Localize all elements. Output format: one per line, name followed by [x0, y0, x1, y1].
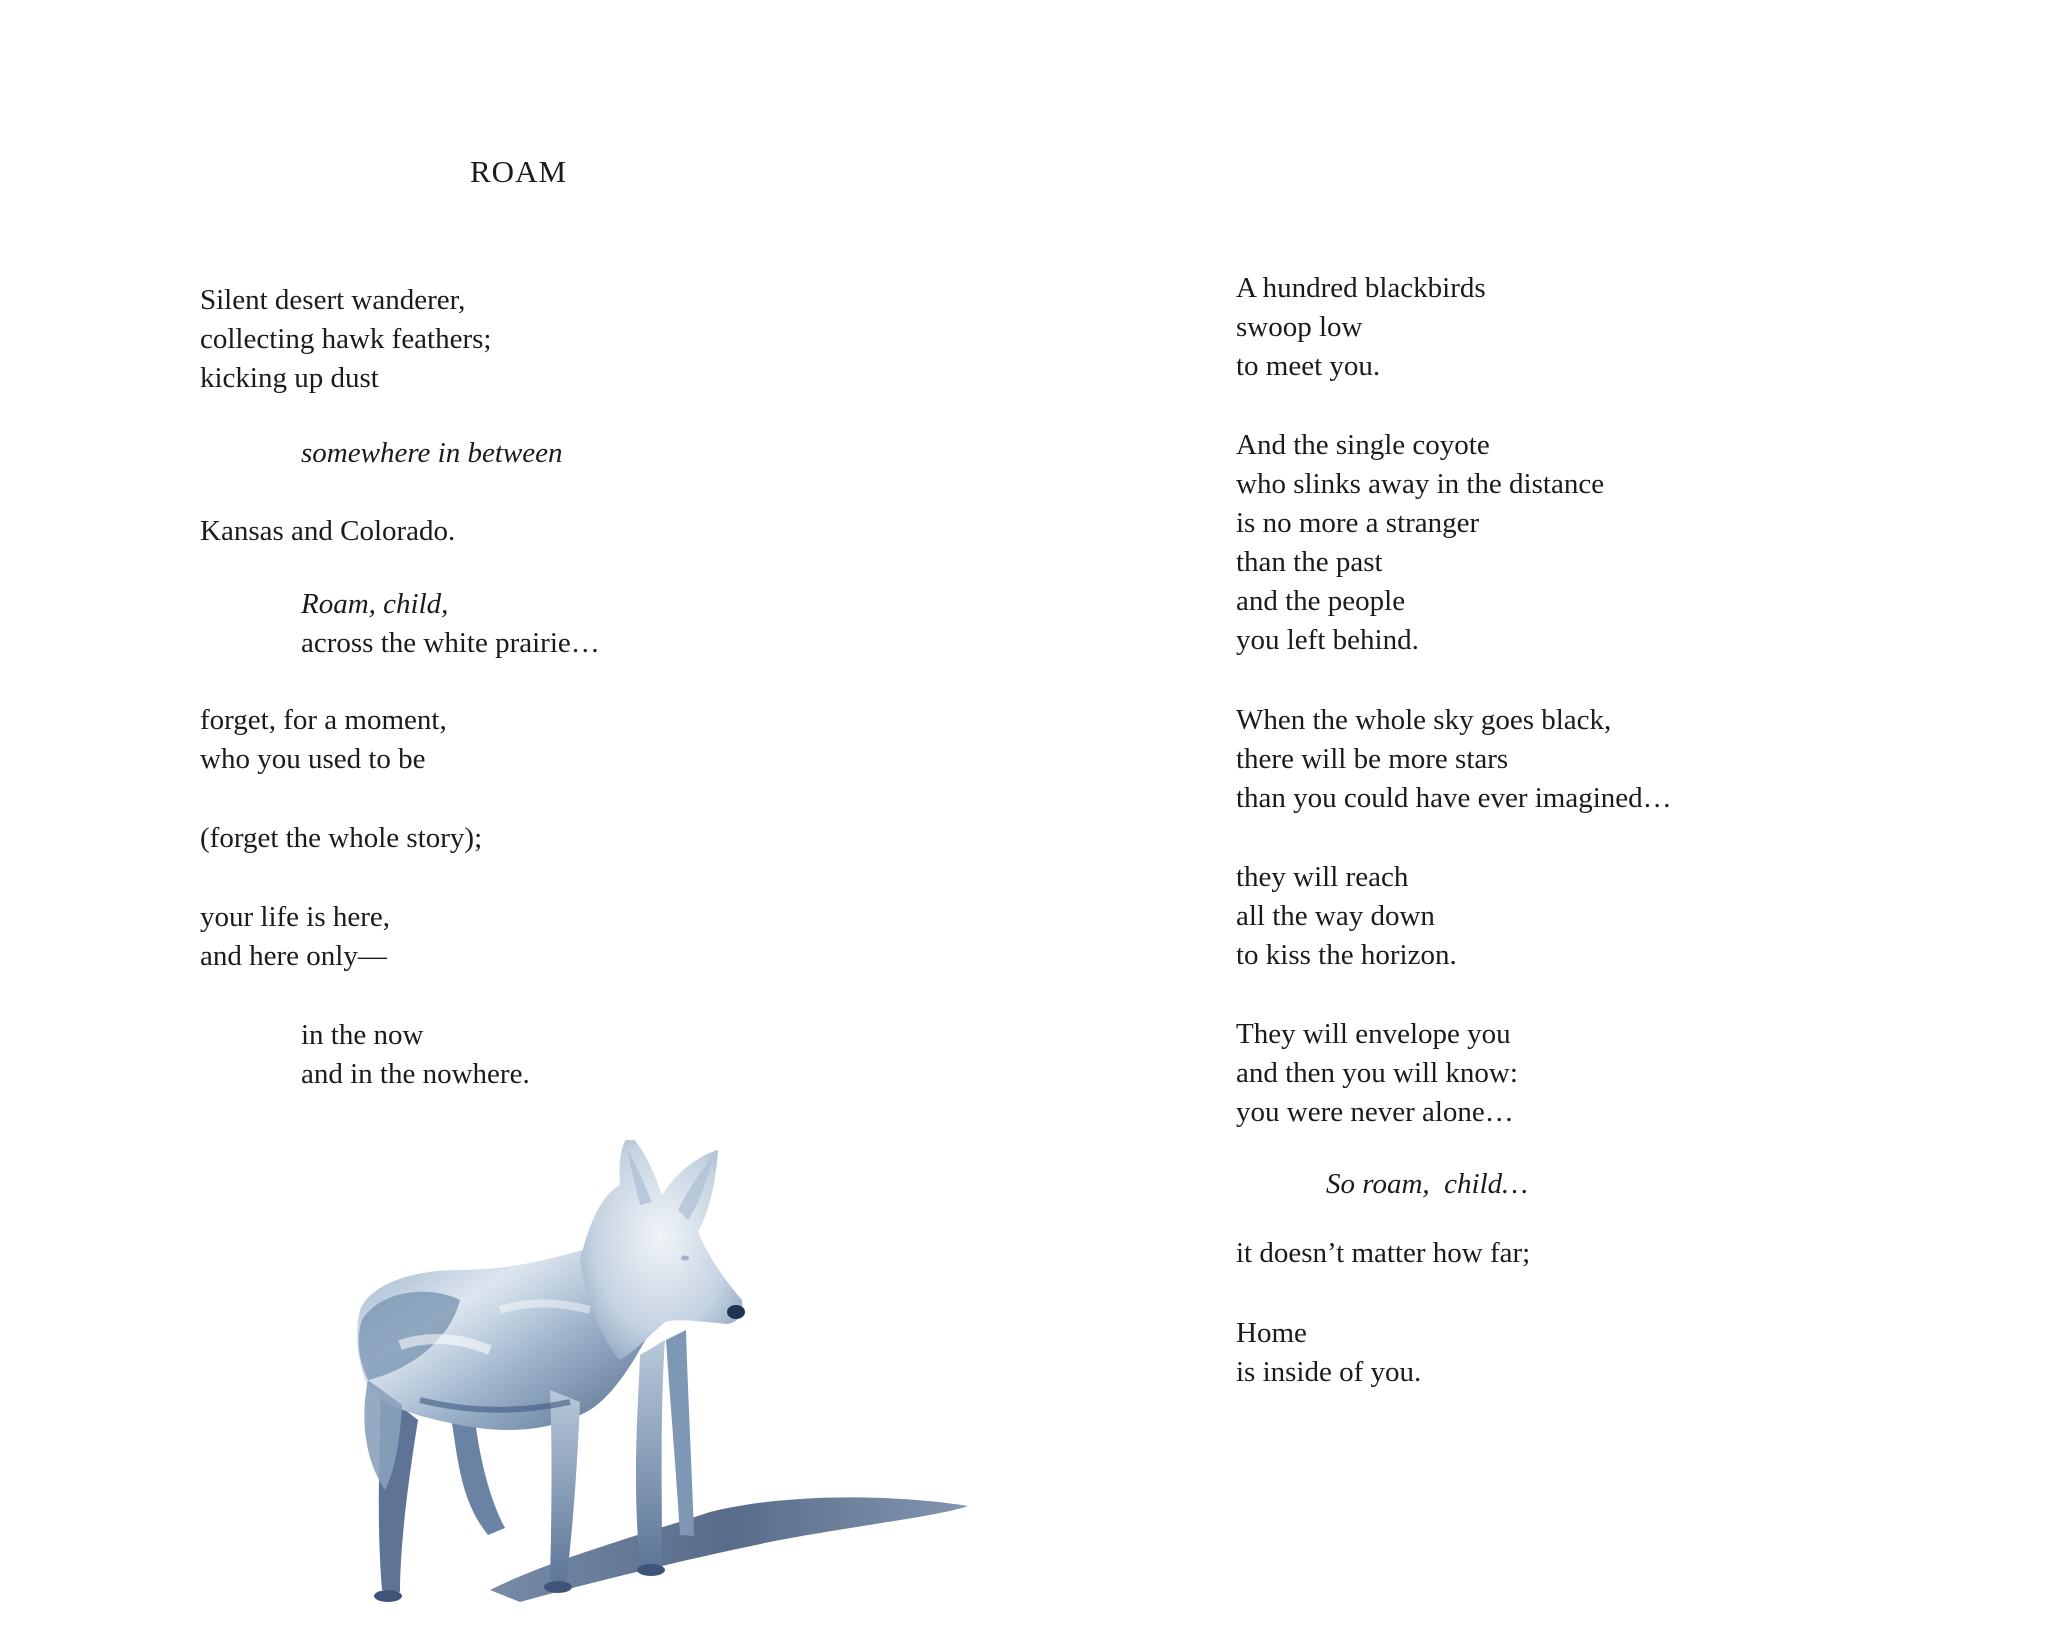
poem-line: all the way down — [1236, 900, 1435, 932]
poem-line: and the people — [1236, 585, 1406, 617]
poem-line-italic: Roam, child, — [301, 588, 449, 620]
poem-line: Silent desert wanderer, — [200, 284, 466, 316]
poem-line: swoop low — [1236, 311, 1363, 343]
poem-line: and then you will know: — [1236, 1057, 1518, 1089]
poem-line: (forget the whole story); — [200, 822, 483, 854]
poem-line: is inside of you. — [1236, 1356, 1422, 1388]
poem-line: across the white prairie… — [301, 627, 600, 659]
poem-line-italic: So roam, child… — [1326, 1168, 1528, 1200]
poem-line: When the whole sky goes black, — [1236, 704, 1612, 736]
poem-line: Home — [1236, 1317, 1307, 1349]
poem-line: than the past — [1236, 546, 1383, 578]
poem-line: forget, for a moment, — [200, 704, 447, 736]
poem-line: is no more a stranger — [1236, 507, 1480, 539]
poem-line: to kiss the horizon. — [1236, 939, 1457, 971]
poem-line: your life is here, — [200, 901, 391, 933]
poem-line: A hundred blackbirds — [1236, 272, 1486, 304]
poem-line: and in the nowhere. — [301, 1058, 530, 1090]
poem-line: they will reach — [1236, 861, 1409, 893]
poem-line: collecting hawk feathers; — [200, 323, 492, 355]
coyote-watercolor-icon — [340, 1140, 1000, 1620]
poem-line: it doesn’t matter how far; — [1236, 1237, 1531, 1269]
poem-line: They will envelope you — [1236, 1018, 1511, 1050]
poem-line: you were never alone… — [1236, 1096, 1514, 1128]
poem-line: you left behind. — [1236, 624, 1419, 656]
poem-line: and here only— — [200, 940, 387, 972]
poem-line: there will be more stars — [1236, 743, 1509, 775]
poem-line: kicking up dust — [200, 362, 379, 394]
poem-line: And the single coyote — [1236, 429, 1490, 461]
poem-line: to meet you. — [1236, 350, 1381, 382]
poem-line-italic: somewhere in between — [301, 437, 563, 469]
poem-line: who you used to be — [200, 743, 426, 775]
poem-line: than you could have ever imagined… — [1236, 782, 1672, 814]
poem-line: in the now — [301, 1019, 424, 1051]
poem-title: ROAM — [470, 154, 568, 189]
poem-line: who slinks away in the distance — [1236, 468, 1605, 500]
poem-line: Kansas and Colorado. — [200, 515, 456, 547]
